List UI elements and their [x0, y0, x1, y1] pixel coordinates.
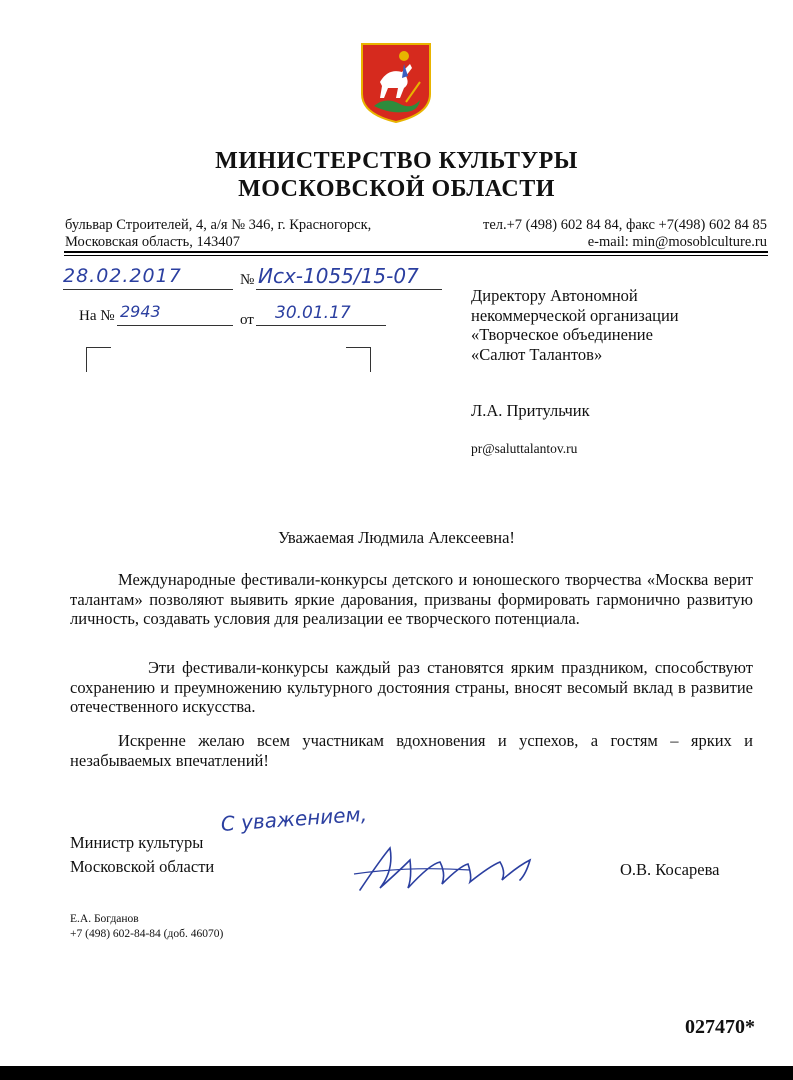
ministry-name-line1: МИНИСТЕРСТВО КУЛЬТУРЫ [215, 148, 578, 174]
header-rule-thin [64, 255, 768, 256]
contact-info [483, 217, 767, 251]
body-paragraph-1: Международные фестивали-конкурсы детского и юношеского творчества «Москва верит талантам» позволяют выявить яркие дарования, призваны формировать гармонично развитую личность, создавать условия для реализации ее творческого потенциала. [70, 570, 753, 628]
reference-date-underline [256, 325, 386, 326]
signatory-title [70, 831, 214, 879]
reference-date: 30.01.17 [275, 303, 351, 323]
address-line1: бульвар Строителей, 4, а/я № 346, г. Красногорск, [65, 217, 372, 233]
signature-icon [350, 840, 550, 900]
recipient-line4: «Салют Талантов» [471, 344, 603, 364]
executor-phone: +7 (498) 602-84-84 (доб. 46070) [70, 928, 224, 940]
reference-number: 2943 [120, 302, 161, 321]
outgoing-number: Исх-1055/15-07 [258, 264, 419, 288]
outgoing-date: 28.02.2017 [63, 265, 182, 287]
coat-of-arms-icon [360, 42, 432, 124]
email-line: e-mail: min@mosoblculture.ru [587, 234, 767, 250]
recipient-email: pr@saluttalantov.ru [471, 441, 578, 456]
scan-bottom-edge [0, 1066, 793, 1080]
recipient-line2: некоммерческой организации [471, 305, 679, 325]
executor-name: Е.А. Богданов [70, 913, 139, 925]
date-underline [63, 289, 233, 290]
address-corner-left [86, 347, 111, 372]
recipient-block [471, 286, 679, 364]
document-number: 027470* [685, 1016, 755, 1038]
recipient-name: Л.А. Притульчик [471, 401, 590, 420]
signer-name: О.В. Косарева [620, 860, 720, 879]
executor-block [70, 912, 223, 942]
handwritten-closing: С уважением, [220, 801, 368, 836]
address-corner-right [346, 347, 371, 372]
from-label: от [240, 312, 254, 328]
greeting: Уважаемая Людмила Алексеевна! [278, 528, 515, 547]
body-paragraph-3: Искренне желаю всем участникам вдохновения и успехов, а гостям – ярких и незабываемых впечатлений! [70, 731, 753, 770]
number-underline [256, 289, 442, 290]
recipient-line1: Директору Автономной [471, 286, 638, 305]
reference-label: На № [79, 308, 115, 324]
recipient-line3: «Творческое объединение [471, 325, 653, 344]
number-sign: № [240, 272, 255, 288]
reference-underline [117, 325, 233, 326]
signatory-title-line2: Московской области [70, 857, 215, 876]
ministry-name-line2: МОСКОВСКОЙ ОБЛАСТИ [238, 176, 555, 202]
postal-address [65, 217, 371, 251]
body-paragraph-2: Эти фестивали-конкурсы каждый раз становятся ярким праздником, способствуют сохранению и преумножению культурного достояния страны, вносят весомый вклад в развитие отечественного искусства. [70, 658, 753, 716]
header-rule-thick [64, 251, 768, 253]
signatory-title-line1: Министр культуры [70, 833, 204, 852]
address-line2: Московская область, 143407 [65, 234, 240, 250]
phone-fax-line: тел.+7 (498) 602 84 84, факс +7(498) 602 84 85 [482, 217, 767, 233]
